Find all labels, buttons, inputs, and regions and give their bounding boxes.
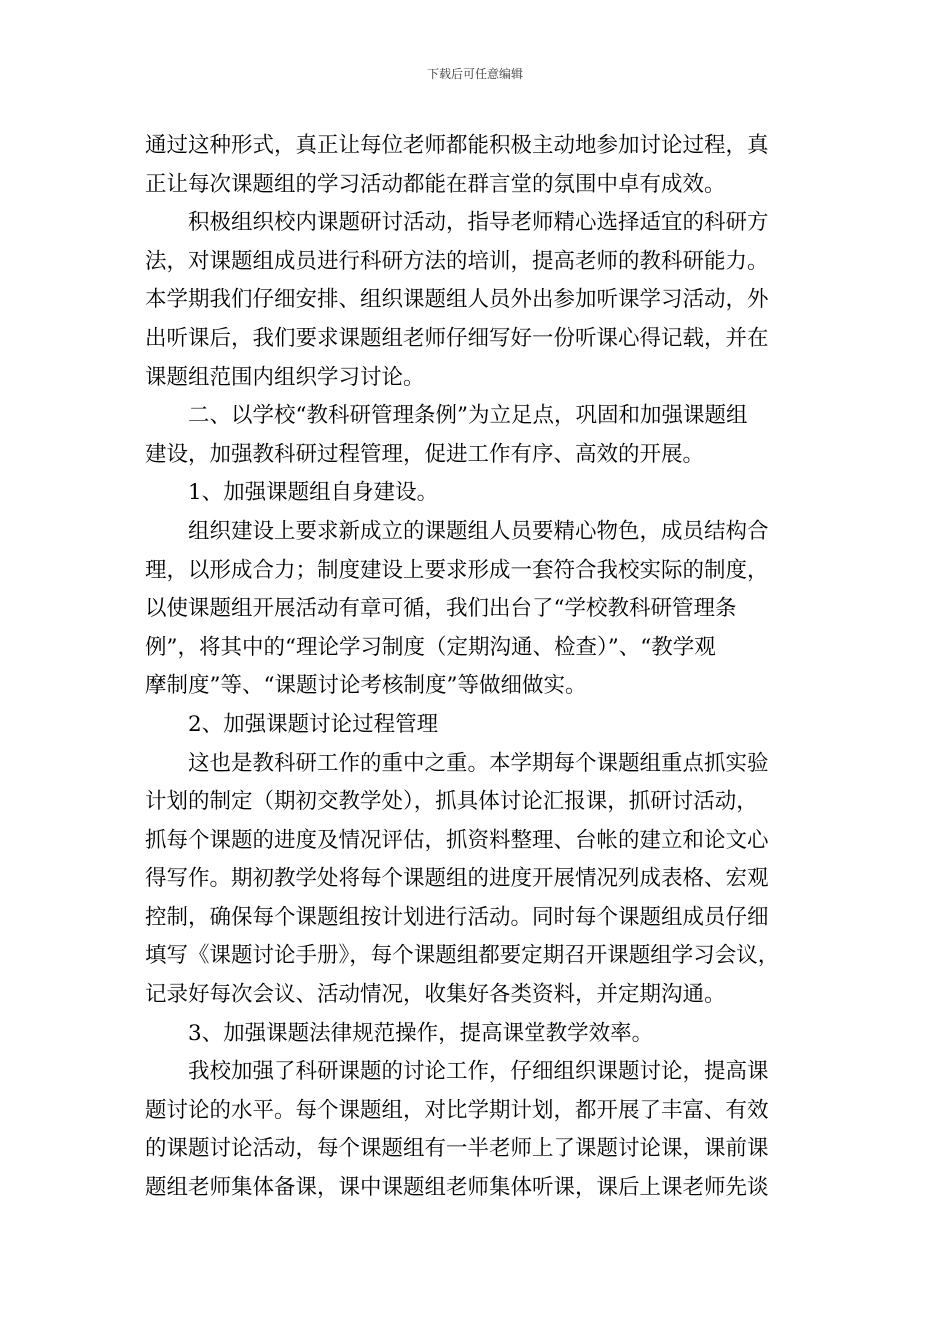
text-line: 课题组范围内组织学习讨论。: [145, 364, 425, 390]
text-line: 1、加强课题组自身建设。: [188, 480, 439, 506]
text-line: 组织建设上要求新成立的课题组人员要精心物色，成员结构合: [188, 518, 769, 544]
text-line: 得写作。期初教学处将每个课题组的进度开展情况列成表格、宏观: [145, 866, 769, 892]
text-line: 以使课题组开展活动有章可循，我们出台了“学校教科研管理条: [145, 596, 737, 622]
text-line: 的课题讨论活动，每个课题组有一半老师上了课题讨论课，课前课: [145, 1136, 769, 1162]
text-line: 2、加强课题讨论过程管理: [188, 711, 439, 737]
text-line: 例”，将其中的“理论学习制度（定期沟通、检查）”、“教学观: [145, 634, 716, 660]
text-line: 我校加强了科研课题的讨论工作，仔细组织课题讨论，提高课: [188, 1059, 769, 1085]
text-line: 正让每次课题组的学习活动都能在群言堂的氛围中卓有成效。: [145, 171, 726, 197]
text-line: 填写《课题讨论手册》，每个课题组都要定期召开课题组学习会议，: [145, 943, 780, 969]
text-line: 题组老师集体备课，课中课题组老师集体听课，课后上课老师先谈: [145, 1175, 769, 1201]
text-line: 抓每个课题的进度及情况评估，抓资料整理、台帐的建立和论文心: [145, 827, 769, 853]
text-line: 二、以学校“教科研管理条例”为立足点，巩固和加强课题组: [188, 403, 748, 429]
text-line: 本学期我们仔细安排、组织课题组人员外出参加听课学习活动，外: [145, 287, 769, 313]
text-line: 题讨论的水平。每个课题组，对比学期计划，都开展了丰富、有效: [145, 1097, 769, 1123]
text-line: 出听课后，我们要求课题组老师仔细写好一份听课心得记载，并在: [145, 325, 769, 351]
text-line: 这也是教科研工作的重中之重。本学期每个课题组重点抓实验: [188, 750, 769, 776]
text-line: 3、加强课题法律规范操作，提高课堂教学效率。: [188, 1020, 654, 1046]
page-header: 下载后可任意编辑: [426, 67, 523, 81]
text-line: 积极组织校内课题研讨活动，指导老师精心选择适宜的科研方: [188, 210, 769, 236]
document-body: [145, 127, 805, 1208]
text-line: 计划的制定（期初交教学处），抓具体讨论汇报课，抓研讨活动，: [145, 789, 758, 815]
text-line: 法，对课题组成员进行科研方法的培训，提高老师的教科研能力。: [145, 248, 769, 274]
text-line: 摩制度”等、“课题讨论考核制度”等做细做实。: [145, 673, 587, 699]
text-line: 记录好每次会议、活动情况，收集好各类资料，并定期沟通。: [145, 982, 726, 1008]
text-line: 理，以形成合力；制度建设上要求形成一套符合我校实际的制度，: [145, 557, 769, 583]
text-line: 通过这种形式，真正让每位老师都能积极主动地参加讨论过程，真: [145, 133, 769, 158]
text-line: 建设，加强教科研过程管理，促进工作有序、高效的开展。: [145, 441, 705, 467]
text-line: 控制，确保每个课题组按计划进行活动。同时每个课题组成员仔细: [145, 904, 769, 930]
